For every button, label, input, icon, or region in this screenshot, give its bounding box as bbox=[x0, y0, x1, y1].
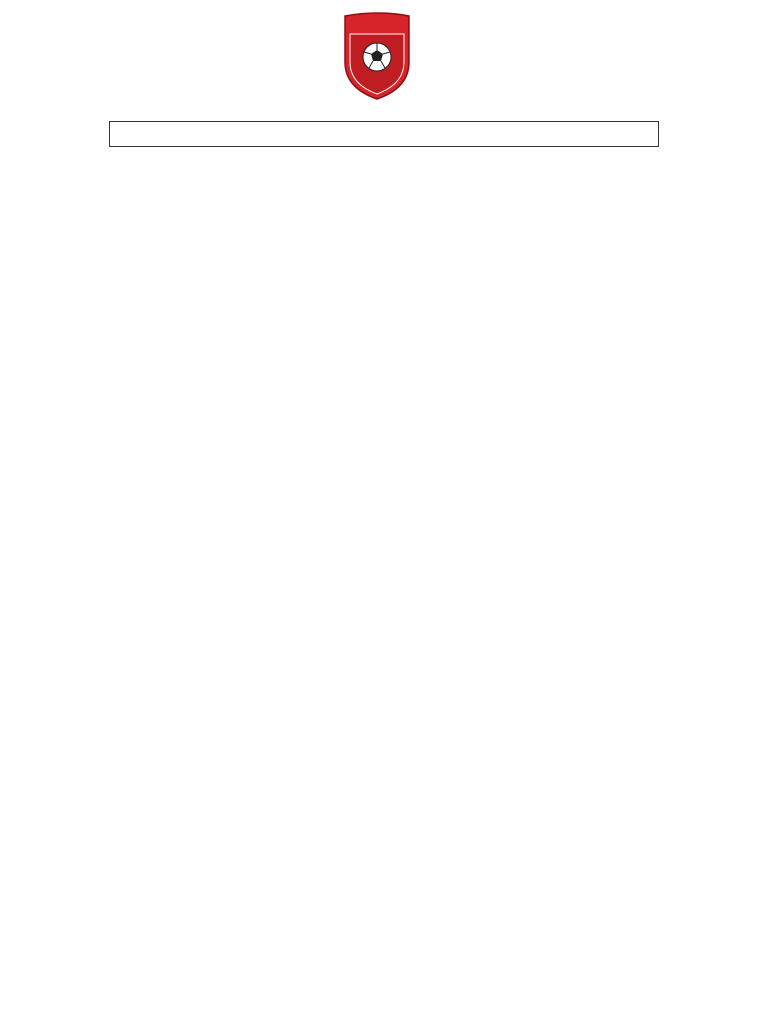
shield-icon bbox=[343, 12, 411, 100]
ctsa-logo bbox=[343, 12, 411, 100]
title-box bbox=[109, 121, 659, 147]
football-icon bbox=[363, 43, 391, 71]
document-body bbox=[117, 181, 657, 197]
